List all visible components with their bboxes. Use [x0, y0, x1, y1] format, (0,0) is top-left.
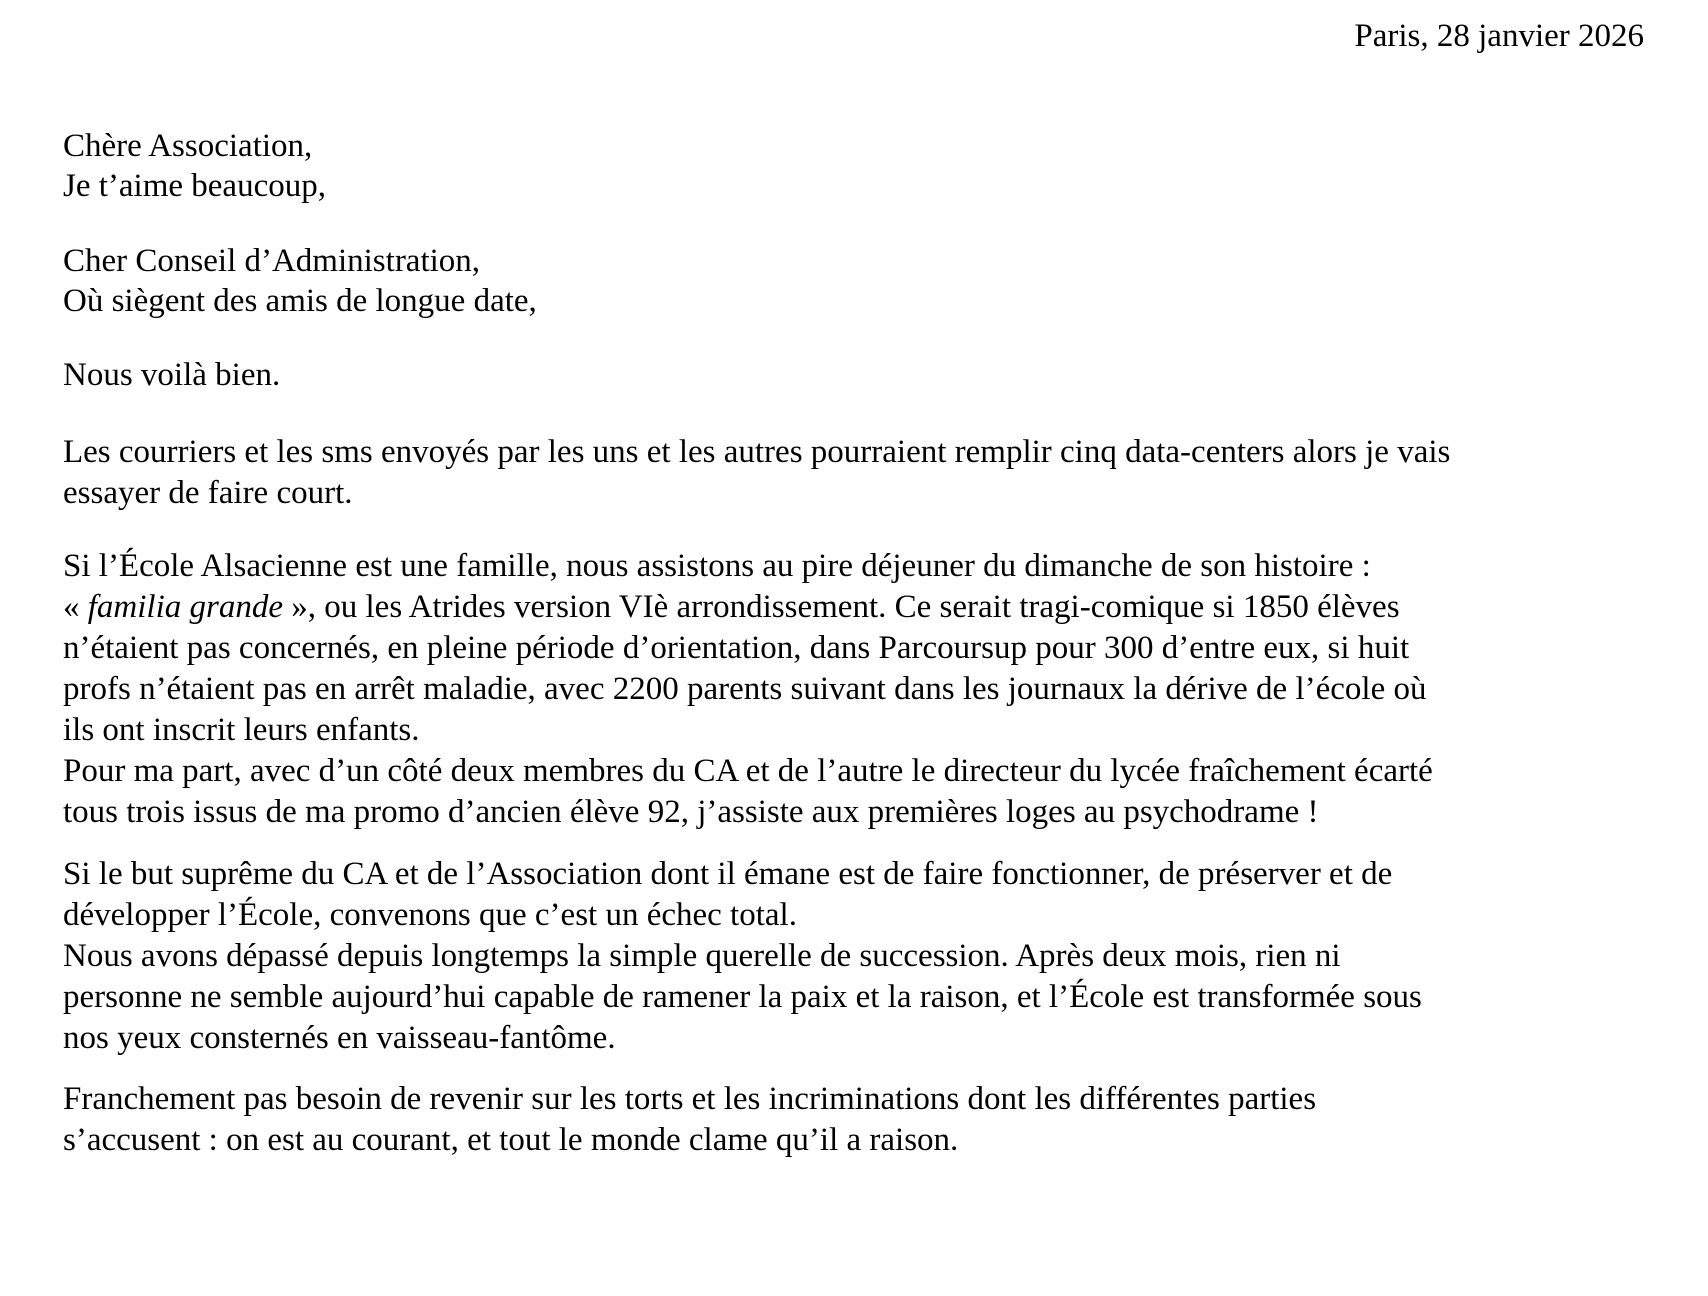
paragraph-line: n’étaient pas concernés, en pleine période d’orientation, dans Parcoursup pour 300 d’entre eux, si huit: [63, 630, 1410, 666]
paragraph-line: ils ont inscrit leurs enfants.: [63, 712, 420, 748]
salutation-amis: Où siègent des amis de longue date,: [63, 283, 537, 319]
paragraph-line-with-italic: [63, 587, 1663, 628]
salutation-conseil: Cher Conseil d’Administration,: [63, 243, 481, 279]
paragraph-4: [63, 1079, 1663, 1161]
italic-title: familia grande: [87, 589, 283, 625]
paragraph-2: [63, 546, 1663, 833]
paragraph-line-rest: », ou les Atrides version VIè arrondissement. Ce serait tragi-comique si 1850 élèves: [283, 589, 1400, 625]
paragraph-line: Nous avons dépassé depuis longtemps la simple querelle de succession. Après deux mois, rien ni: [63, 938, 1341, 974]
paragraph-line: Franchement pas besoin de revenir sur les torts et les incriminations dont les différentes parties: [63, 1081, 1317, 1117]
paragraph-line: personne ne semble aujourd’hui capable de ramener la paix et la raison, et l’École est transformée sous: [63, 979, 1422, 1015]
paragraph-line: essayer de faire court.: [63, 475, 353, 511]
open-quote: «: [63, 589, 88, 625]
opening-line: Nous voilà bien.: [63, 357, 281, 393]
paragraph-line: s’accusent : on est au courant, et tout le monde clame qu’il a raison.: [63, 1122, 959, 1158]
paragraph-line: tous trois issus de ma promo d’ancien élève 92, j’assiste aux premières loges au psychodrame !: [63, 794, 1319, 830]
paragraph-3: [63, 854, 1663, 1059]
salutation-affection: Je t’aime beaucoup,: [63, 168, 326, 204]
paragraph-line: nos yeux consternés en vaisseau-fantôme.: [63, 1020, 616, 1056]
paragraph-1: [63, 432, 1663, 514]
letter-date: Paris, 28 janvier 2026: [1354, 18, 1644, 54]
paragraph-line: Les courriers et les sms envoyés par les uns et les autres pourraient remplir cinq data-centers alors je vais: [63, 434, 1451, 470]
paragraph-line: Si le but suprême du CA et de l’Association dont il émane est de faire fonctionner, de préserver et de: [63, 856, 1393, 892]
paragraph-line: Pour ma part, avec d’un côté deux membres du CA et de l’autre le directeur du lycée fraîchement écarté: [63, 753, 1433, 789]
paragraph-line: Si l’École Alsacienne est une famille, nous assistons au pire déjeuner du dimanche de son histoire :: [63, 548, 1371, 584]
paragraph-line: profs n’étaient pas en arrêt maladie, avec 2200 parents suivant dans les journaux la dérive de l’école où: [63, 671, 1427, 707]
paragraph-line: développer l’École, convenons que c’est un échec total.: [63, 897, 797, 933]
salutation-association: Chère Association,: [63, 128, 313, 164]
